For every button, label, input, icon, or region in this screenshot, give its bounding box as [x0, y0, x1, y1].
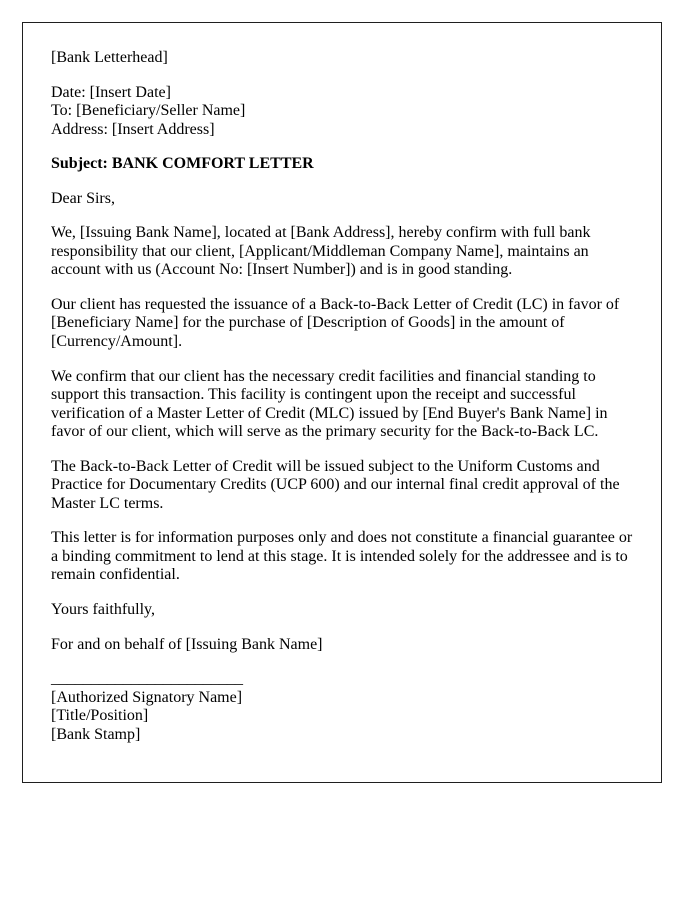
body-paragraph-1: We, [Issuing Bank Name], located at [Bank Address], hereby confirm with full bank responsibility that our client, [Applicant/Middleman Company Name], maintains an account with us (Account No: [Insert Number]) and is in good standing.: [51, 224, 591, 279]
salutation: Dear Sirs,: [51, 189, 115, 207]
date-line: Date: [Insert Date]: [51, 83, 171, 101]
closing: Yours faithfully,: [51, 601, 156, 619]
address-block: [51, 84, 633, 140]
subject-line: Subject: BANK COMFORT LETTER: [51, 155, 314, 173]
signatory-name: [Authorized Signatory Name]: [51, 688, 243, 706]
signature-line: ________________________: [51, 670, 243, 688]
behalf-line: For and on behalf of [Issuing Bank Name]: [51, 635, 323, 653]
address-line: Address: [Insert Address]: [51, 120, 215, 138]
letter-page: [22, 22, 662, 783]
body-paragraph-3: We confirm that our client has the necessary credit facilities and financial standing to support this transaction. This facility is contingent upon the receipt and successful verification of a Master Letter of Credit (MLC) issued by [End Buyer's Bank Name] in favor of our client, which will serve as the primary security for the Back-to-Back LC.: [51, 367, 608, 441]
to-line: To: [Beneficiary/Seller Name]: [51, 102, 246, 120]
body-paragraph-5: This letter is for information purposes only and does not constitute a financial guarantee or a binding commitment to lend at this stage. It is intended solely for the addressee and is to remain confidential.: [51, 529, 633, 584]
body-paragraph-4: The Back-to-Back Letter of Credit will be issued subject to the Uniform Customs and Practice for Documentary Credits (UCP 600) and our internal final credit approval of the Master LC terms.: [51, 457, 620, 512]
body-paragraph-2: Our client has requested the issuance of a Back-to-Back Letter of Credit (LC) in favor of [Beneficiary Name] for the purchase of [Description of Goods] in the amount of [Currency/Amount].: [51, 295, 620, 351]
letterhead: [Bank Letterhead]: [51, 49, 168, 66]
signature-block: [51, 670, 633, 744]
signatory-title: [Title/Position]: [51, 707, 149, 725]
bank-stamp: [Bank Stamp]: [51, 725, 141, 743]
